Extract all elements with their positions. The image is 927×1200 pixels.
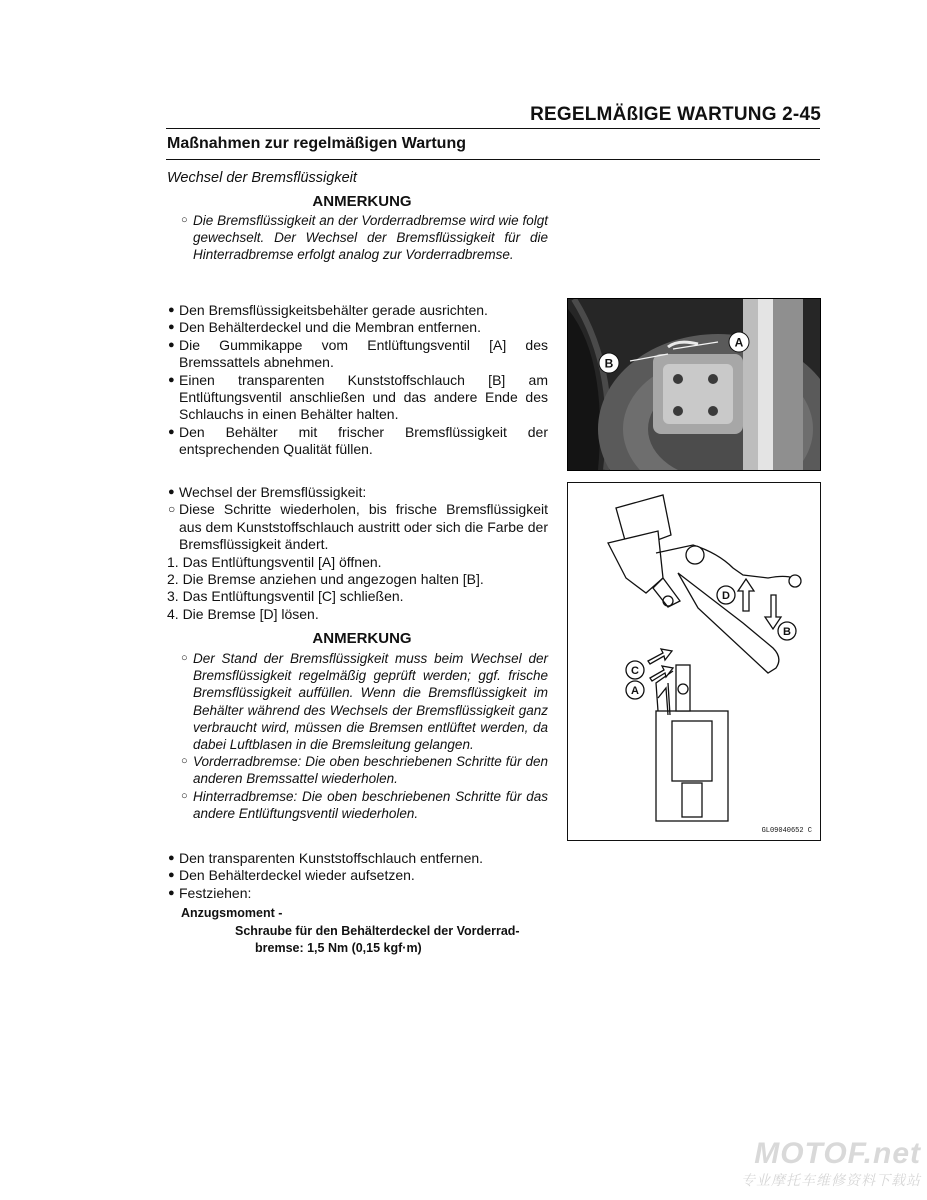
note2-item: ○ Hinterradbremse: Die oben beschriebenen Schritte für das andere Entlüftungsventil wiederholen. xyxy=(181,788,548,821)
bullet-icon: ● xyxy=(168,852,175,864)
diagram-label-c: C xyxy=(631,665,639,677)
note2-heading: ANMERKUNG xyxy=(312,630,412,647)
photo-label-a: A xyxy=(734,335,744,350)
numbered-item: 3. Das Entlüftungsventil [C] schließen. xyxy=(167,588,404,605)
note1-heading: ANMERKUNG xyxy=(312,193,412,210)
torque-label: Anzugsmoment - xyxy=(181,906,283,920)
list-item: ● Festziehen: xyxy=(168,884,252,901)
subsection-title: Wechsel der Bremsflüssigkeit xyxy=(167,170,357,186)
torque-line2: bremse: 1,5 Nm (0,15 kgf·m) xyxy=(255,941,422,955)
note1-block xyxy=(181,212,548,264)
numbered-item: 1. Das Entlüftungsventil [A] öffnen. xyxy=(167,553,382,570)
diagram-label-b: B xyxy=(783,626,791,638)
brake-caliper-photo xyxy=(567,298,821,471)
bullet-icon: ● xyxy=(168,373,175,386)
list-item: ● Den Behälter mit frischer Bremsflüssigkeit der entsprechenden Qualität füllen. xyxy=(168,423,548,458)
header-rule xyxy=(166,128,820,129)
bullet-icon: ● xyxy=(168,869,175,882)
steps3-list xyxy=(167,850,548,902)
bullet-icon: ● xyxy=(168,338,175,351)
diagram-label-d: D xyxy=(722,590,730,602)
section-title: Maßnahmen zur regelmäßigen Wartung xyxy=(167,135,466,152)
bullet-icon: ● xyxy=(168,304,175,316)
circle-bullet-icon: ○ xyxy=(168,502,176,517)
steps2-list xyxy=(167,484,548,623)
photo-label-b: B xyxy=(604,356,614,371)
list-item: ○ Diese Schritte wiederholen, bis frische Bremsflüssigkeit aus dem Kunststoffschlauch austritt oder sich die Farbe der Bremsflüssigkeit ändert. xyxy=(168,501,548,553)
list-item: ● Einen transparenten Kunststoffschlauch [B] am Entlüftungsventil anschließen und das andere Ende des Schlauchs in einen Behälter halten. xyxy=(168,371,548,423)
bullet-icon: ● xyxy=(168,886,175,899)
torque-line1: Schraube für den Behälterdeckel der Vorderrad- xyxy=(235,924,520,938)
steps1-list xyxy=(167,302,548,459)
torque-spec xyxy=(235,923,549,957)
diagram-label-a: A xyxy=(631,685,639,697)
circle-bullet-icon: ○ xyxy=(181,214,188,226)
list-item: ● Den Bremsflüssigkeitsbehälter gerade ausrichten. xyxy=(168,302,488,318)
circle-bullet-icon: ○ xyxy=(181,652,188,664)
numbered-item: 2. Die Bremse anziehen und angezogen halten [B]. xyxy=(167,571,484,588)
numbered-item: 4. Die Bremse [D] lösen. xyxy=(167,605,319,622)
page-title: REGELMÄßIGE WARTUNG 2-45 xyxy=(530,104,821,125)
watermark-tagline: 专业摩托车维修资料下载站 xyxy=(741,1172,921,1188)
bullet-icon: ● xyxy=(168,321,175,334)
list-item: ● Den Behälterdeckel wieder aufsetzen. xyxy=(168,867,415,884)
section-rule xyxy=(166,159,820,160)
diagram-code: GL09040652 C xyxy=(761,827,812,835)
note2-block xyxy=(181,650,548,822)
bullet-icon: ● xyxy=(168,425,175,438)
bullet-icon: ● xyxy=(168,486,175,498)
list-item: ● Die Gummikappe vom Entlüftungsventil [A] des Bremssattels abnehmen. xyxy=(168,336,548,371)
note2-item: ○ Der Stand der Bremsflüssigkeit muss beim Wechsel der Bremsflüssigkeit regelmäßig geprüft werden; ggf. frische Bremsflüssigkeit auffüllen. Wenn die Bremsflüssigkeit im Behälter während des Wechsels der Bremsflüssigkeit ganz verbraucht wird, müssen die Bremsen entlüftet werden, da dabei Luftblasen in die Bremsleitung gelangen. xyxy=(181,651,548,753)
watermark xyxy=(741,1138,921,1190)
brake-lever-diagram xyxy=(567,482,821,841)
list-item: ● Den transparenten Kunststoffschlauch entfernen. xyxy=(168,850,484,866)
lever-caliper-graphic xyxy=(568,483,820,840)
circle-bullet-icon: ○ xyxy=(181,789,188,802)
caliper-photo-graphic xyxy=(568,299,820,470)
list-item: ● Den Behälterdeckel und die Membran entfernen. xyxy=(168,319,481,336)
note2-item: ○ Vorderradbremse: Die oben beschriebenen Schritte für den anderen Bremssattel wiederholen. xyxy=(181,754,548,787)
list-item: ● Wechsel der Bremsflüssigkeit: xyxy=(168,484,367,500)
note1-item: ○ Die Bremsflüssigkeit an der Vorderradbremse wird wie folgt gewechselt. Der Wechsel der Bremsflüssigkeit für die Hinterradbremse erfolgt analog zur Vorderradbremse. xyxy=(181,213,548,263)
watermark-logo: MOTOF.net xyxy=(754,1137,921,1170)
circle-bullet-icon: ○ xyxy=(181,755,188,768)
